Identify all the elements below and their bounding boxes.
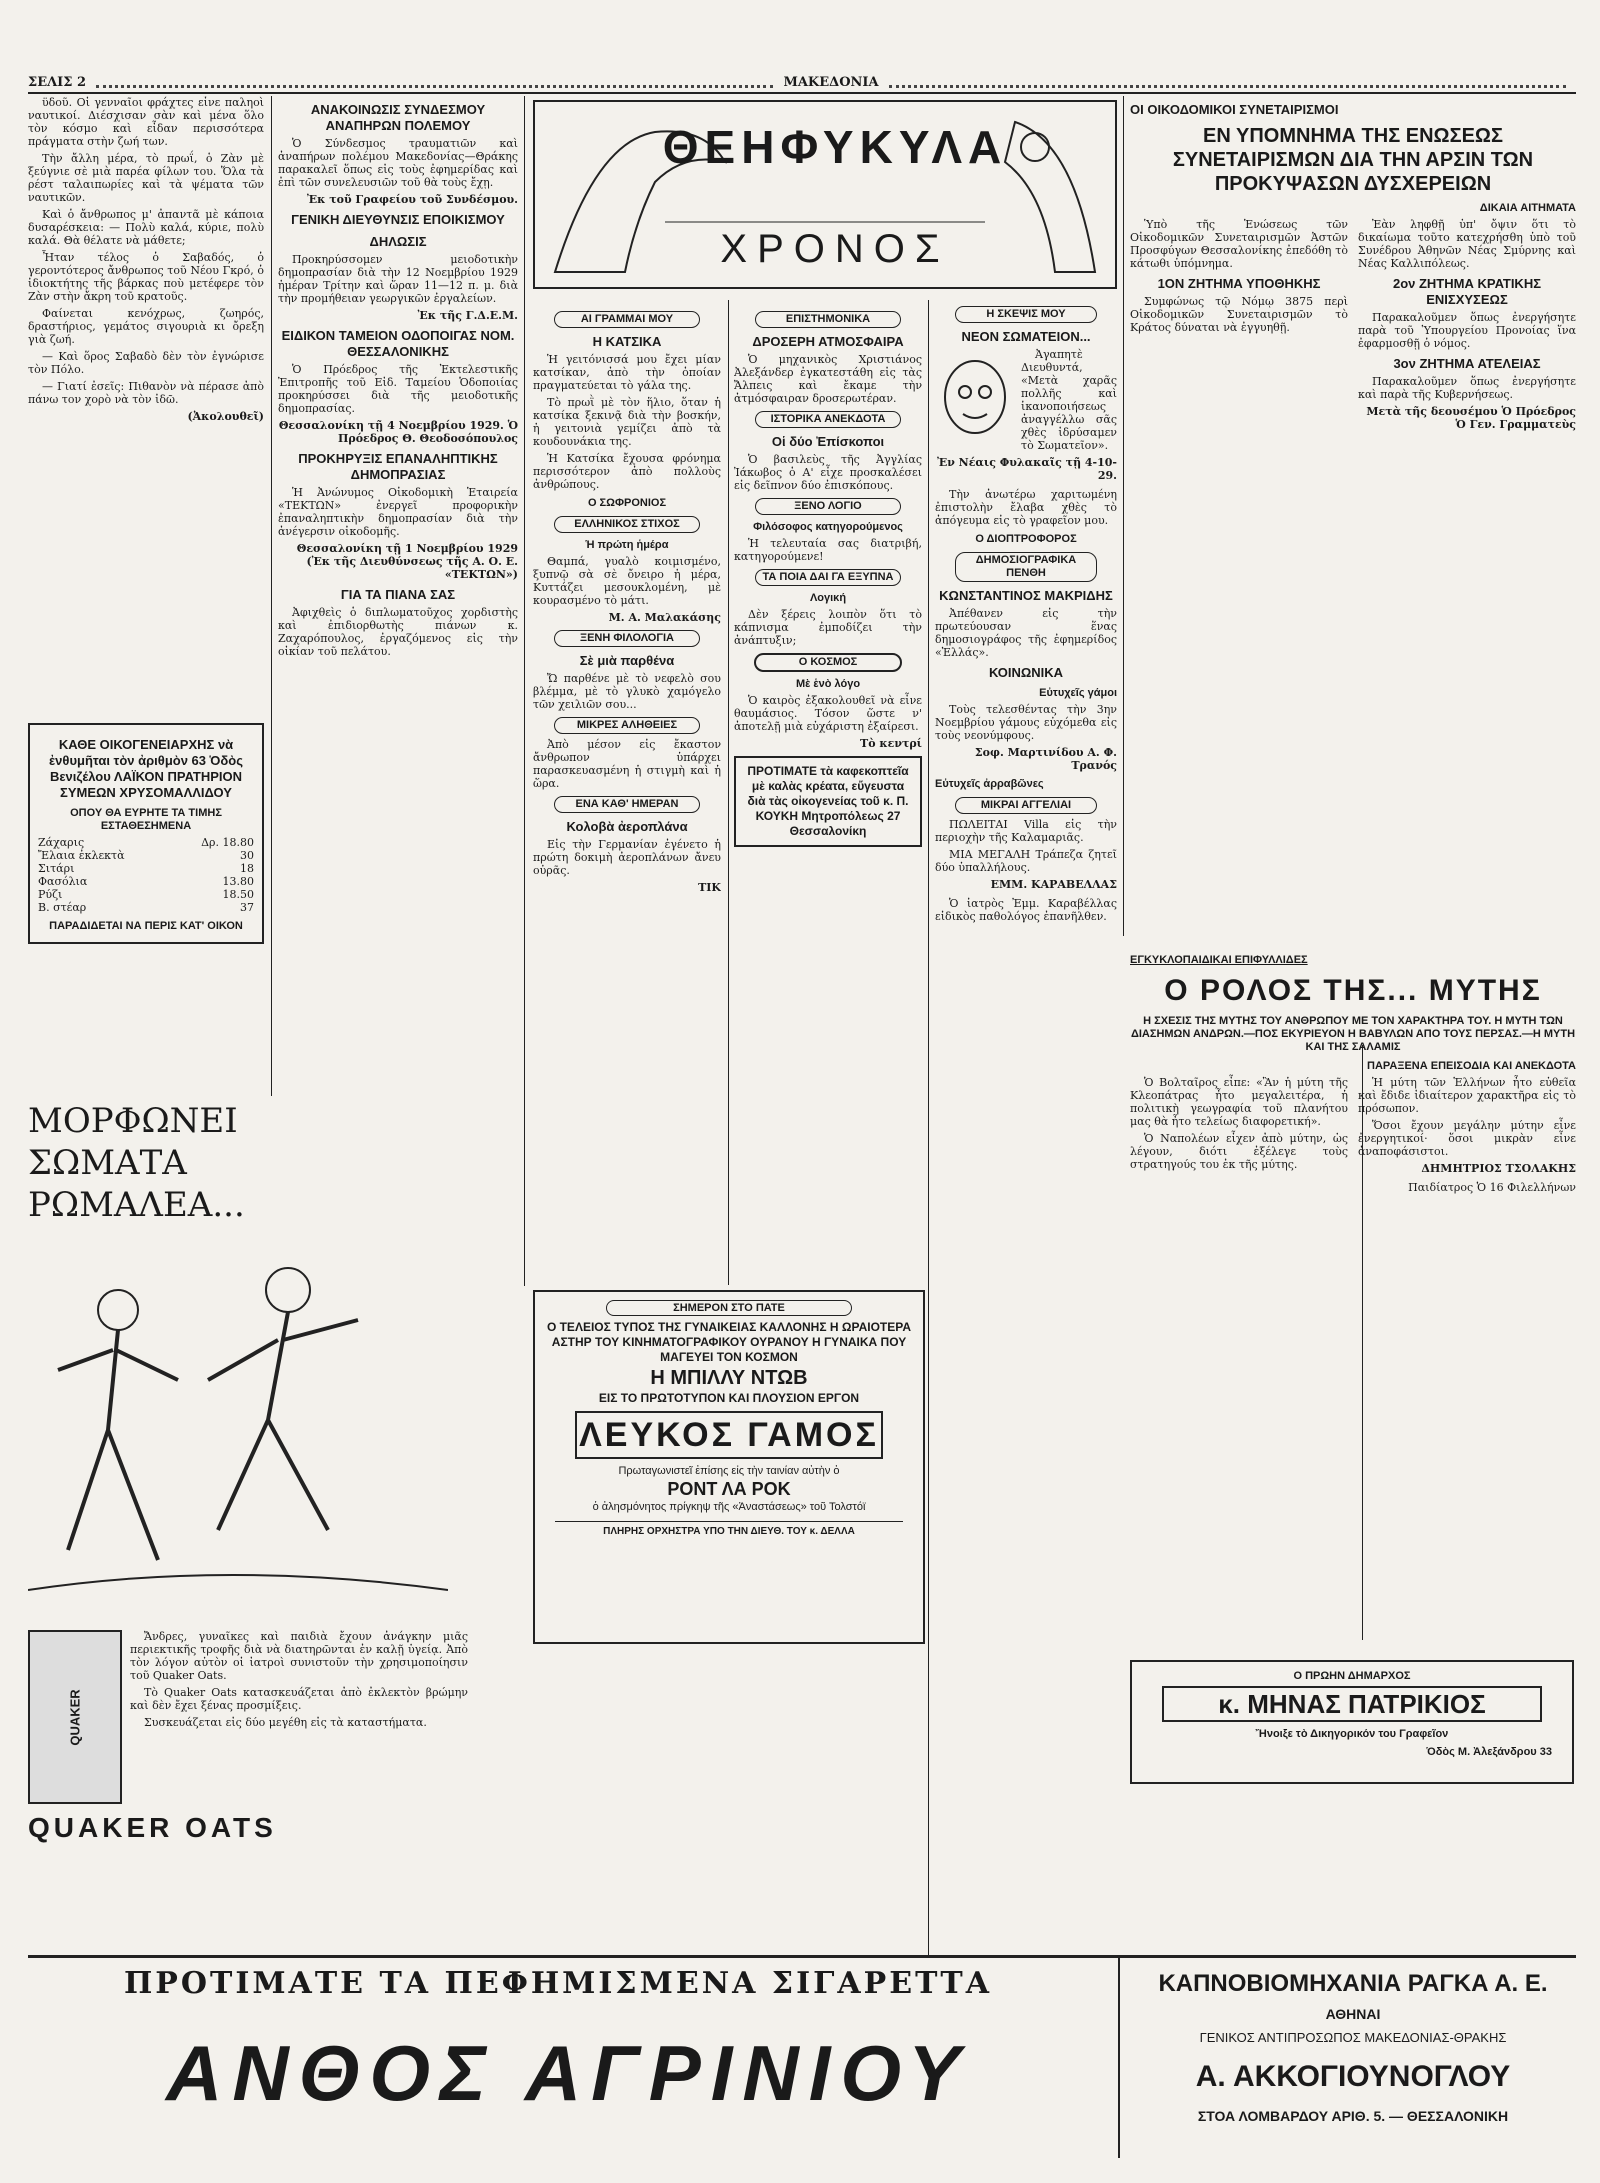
article-paragraph: Παρακαλοῦμεν ὅπως ἐνεργήσητε παρὰ τοῦ Ὑπουργείου Προνοίας ἵνα ἐφαρμοσθῇ ὁ νόμος. — [1358, 311, 1576, 350]
quaker-ad — [28, 1100, 468, 1940]
column-3 — [533, 305, 721, 1280]
column-6 — [1130, 96, 1576, 946]
headline: Κολοβὰ ἀεροπλάνα — [566, 819, 688, 834]
article-paragraph: Καὶ ὁ ἄνθρωπος μ' ἀπαντᾶ μὲ κάποια δυσαρέσκεια: — Πολὺ καλά, κύριε, πολὺ καλά. Θὰ θέλατε νὰ μάθετε; — [28, 208, 264, 247]
headline: ΚΩΝΣΤΑΝΤΙΝΟΣ ΜΑΚΡΙΔΗΣ — [939, 588, 1113, 603]
article-paragraph: Ἦταν τέλος ὁ Σαβαδός, ὁ γεροντότερος ἄνθρωπος τοῦ Νέου Γκρό, ὁ ἰδιοκτήτης τῆς βάρκας ποὺ μετέφερε τὸν Ζὰν στὴν ἄκρη τοῦ κρατοῦς. — [28, 251, 264, 303]
column-rule — [1123, 96, 1124, 936]
column-1 — [28, 96, 264, 1056]
cinema-ad-line: Πρωταγωνιστεῖ ἐπίσης εἰς τὴν ταινίαν αὐτὴν ὁ — [618, 1465, 840, 1477]
section-label: ΕΠΙΣΤΗΜΟΝΙΚΑ — [755, 311, 901, 328]
article-column-right — [1358, 218, 1576, 437]
grocery-ad — [28, 723, 264, 944]
subheadline: ΔΙΚΑΙΑ ΑΙΤΗΜΑΤΑ — [1479, 202, 1576, 214]
headline: Μὲ ἑνὸ λόγο — [795, 678, 861, 690]
cigarette-address: ΣΤΟΑ ΛΟΜΒΑΡΔΟΥ ΑΡΙΘ. 5. — ΘΕΣΣΑΛΟΝΙΚΗ — [1197, 2108, 1509, 2124]
headline: ΚΟΙΝΩΝΙΚΑ — [988, 665, 1064, 680]
continued-note: (Ἀκολουθεῖ) — [187, 410, 264, 423]
coffee-ad-text: ΠΡΟΤΙΜΑΤΕ τὰ καφεκοπτεῖα μὲ καλὰς κρέατα, εὔγευστα διὰ τὰς οἰκογενείας τοῦ κ. Π. ΚΟΥΚΗ Μητροπόλεως 27 Θεσσαλονίκη — [747, 764, 909, 838]
article-paragraph: Ἡ μύτη τῶν Ἑλλήνων ἦτο εὐθεῖα καὶ ἔδιδε ἰδιαίτερον χαρακτῆρα εἰς τὸ πρόσωπον. — [1358, 1076, 1576, 1115]
grocery-ad-footer: ΠΑΡΑΔΙΔΕΤΑΙ ΝΑ ΠΕΡΙΣ ΚΑΤ' ΟΙΚΟΝ — [49, 920, 243, 932]
article-paragraph: Ὁ Πρόεδρος τῆς Ἐκτελεστικῆς Ἐπιτροπῆς τοῦ Εἰδ. Ταμείου Ὁδοποιίας προκηρύσσει διὰ τῆς μειοδοτικῆς δημοπρασίας. — [278, 363, 518, 415]
signature: Μετὰ τῆς δεουσέμου Ὁ Πρόεδρος Ὁ Γεν. Γραμματεὺς — [1366, 405, 1576, 431]
ad-paragraph: Τὸ Quaker Oats κατασκευάζεται ἀπὸ ἐκλεκτὸν βρώμην καὶ δὲν ἔχει ξένας προσμίξεις. — [130, 1686, 468, 1712]
signature: Ἐκ τοῦ Γραφείου τοῦ Συνδέσμου. — [307, 193, 518, 206]
cinema-ad-line: Ο ΤΕΛΕΙΟΣ ΤΥΠΟΣ ΤΗΣ ΓΥΝΑΙΚΕΙΑΣ ΚΑΛΛΟΝΗΣ Η ΩΡΑΙΟΤΕΡΑ ΑΣΤΗΡ ΤΟΥ ΚΙΝΗΜΑΤΟΓΡΑΦΙΚΟΥ ΟΥΡΑΝΟΥ Η ΓΥΝΑΙΚΑ ΠΟΥ ΜΑΓΕΥΕΙ ΤΟΝ ΚΟΣΜΟΝ — [546, 1320, 912, 1364]
article-paragraph: Εἰς τὴν Γερμανίαν ἐγένετο ἡ πρώτη δοκιμὴ ἀεροπλάνων ἄνευ οὐρᾶς. — [533, 838, 721, 877]
quaker-ad-text — [130, 1630, 468, 1804]
grocery-ad-note: ΟΠΟΥ ΘΑ ΕΥΡΗΤΕ ΤΑ ΤΙΜΗΣ ΕΣΤΑΘΕΣΗΜΕΝΑ — [70, 807, 222, 832]
feature-masthead — [533, 100, 1117, 289]
oats-can-illustration — [28, 1630, 122, 1804]
article-paragraph: Ἀπὸ μέσον εἰς ἔκαστον ἄνθρωπον ὑπάρχει παρασκευασμένη ἡ στιγμὴ καὶ ἡ ὥρα. — [533, 738, 721, 790]
cinema-ad-label: ΣΗΜΕΡΟΝ ΣΤΟ ΠΑΤΕ — [606, 1300, 853, 1316]
film-title: ΛΕΥΚΟΣ ΓΑΜΟΣ — [575, 1411, 883, 1459]
article-paragraph: Ὁ βασιλεὺς τῆς Ἀγγλίας Ἰάκωβος ὁ Α' εἶχε προσκαλέσει εἰς δεῖπνον δύο ἐπισκόπους. — [734, 453, 922, 492]
article-paragraph: Προκηρύσσομεν μειοδοτικὴν δημοπρασίαν διὰ τὴν 12 Νοεμβρίου 1929 ἡμέραν Τρίτην καὶ ὥραν 11—12 π. μ. διὰ τὴν προμήθειαν γεωργικῶν ἐργαλείων. — [278, 253, 518, 305]
signature-title: Παιδίατρος Ὁ 16 Φιλελλήνων — [1408, 1181, 1576, 1194]
headline: ΔΗΛΩΣΙΣ — [369, 234, 427, 249]
section-label: ΤΑ ΠΟΙΑ ΔΑΙ ΓΑ ΕΞΥΠΝΑ — [755, 569, 901, 586]
lawyer-ad-label: Ο ΠΡΩΗΝ ΔΗΜΑΡΧΟΣ — [1293, 1670, 1411, 1682]
subheadline: ΠΑΡΑΞΕΝΑ ΕΠΕΙΣΟΔΙΑ ΚΑΙ ΑΝΕΚΔΟΤΑ — [1367, 1060, 1576, 1072]
column-rule — [728, 300, 729, 1285]
article-paragraph: Ἡ γειτόνισσά μου ἔχει μίαν κατσίκαν, ἀπὸ τὴν ὁποίαν πραγματεύεται τὸ γάλα της. — [533, 353, 721, 392]
cigarette-company: ΚΑΠΝΟΒΙΟΜΗΧΑΝΙΑ ΡΑΓΚΑ Α. Ε. — [1158, 1970, 1548, 1997]
section-label: ΞΕΝΟ ΛΟΓΙΟ — [755, 498, 901, 515]
signature: Τὸ κεντρί — [860, 737, 922, 750]
signature: ΤΙΚ — [698, 881, 721, 894]
main-headline: ΕΝ ΥΠΟΜΝΗΜΑ ΤΗΣ ΕΝΩΣΕΩΣ ΣΥΝΕΤΑΙΡΙΣΜΩΝ ΔΙΑ ΤΗΝ ΑΡΣΙΝ ΤΩΝ ΠΡΟΚΥΨΑΣΩΝ ΔΥΣΧΕΡΕΙΩΝ — [1172, 125, 1534, 195]
article-paragraph: Ὁ καιρὸς ἐξακολουθεῖ νὰ εἶνε θαυμάσιος. Τόσον ὥστε ν' ἀποτελῇ μιὰ εὐχάριστη ἐξαίρεσι. — [734, 694, 922, 733]
section-label: ΔΗΜΟΣΙΟΓΡΑΦΙΚΑ ΠΕΝΘΗ — [955, 552, 1096, 582]
headline: ΠΡΟΚΗΡΥΞΙΣ ΕΠΑΝΑΛΗΠΤΙΚΗΣ ΔΗΜΟΠΡΑΣΙΑΣ — [298, 451, 498, 482]
quaker-ad-body — [28, 1630, 468, 1804]
article-paragraph: Ἀπέθανεν εἰς τὴν πρωτεύουσαν ἕνας δημοσιογράφος τῆς ἐφημερίδος «Ἑλλάς». — [935, 607, 1117, 659]
signature: Ο ΔΙΟΠΤΡΟΦΟΡΟΣ — [975, 533, 1077, 545]
article-paragraph: Ἡ Ἀνώνυμος Οἰκοδομικὴ Ἑταιρεία «ΤΕΚΤΩΝ» ἐνεργεῖ προφορικὴν ἐπαναληπτικὴν δημοπρασίαν διὰ τὴν ἀνέγερσιν οἰκοδομῆς. — [278, 486, 518, 538]
myth-subtitle: Η ΣΧΕΣΙΣ ΤΗΣ ΜΥΤΗΣ ΤΟΥ ΑΝΘΡΩΠΟΥ ΜΕ ΤΟΝ ΧΑΡΑΚΤΗΡΑ ΤΟΥ. Η ΜΥΤΗ ΤΩΝ ΔΙΑΣΗΜΩΝ ΑΝΔΡΩΝ.—ΠΟΣ ΕΚΥΡΙΕΥΟΝ Η ΒΑΒΥΛΩΝ ΑΠΟ ΤΟΥΣ ΠΕΡΣΑΣ.—Η ΜΥΤΗ ΚΑΙ ΤΗΣ ΣΑΛΑΜΙΣ — [1130, 1015, 1576, 1053]
column-5 — [935, 300, 1117, 1950]
page-header — [28, 72, 1576, 94]
signature: Σοφ. Μαρτινίδου Α. Φ. Τρανός — [974, 746, 1117, 772]
headline: ΟΙ ΟΙΚΟΔΟΜΙΚΟΙ ΣΥΝΕΤΑΙΡΙΣΜΟΙ — [1130, 102, 1339, 117]
price-row: Φασόλια 13.80 — [38, 875, 254, 888]
classified-ad: ΠΩΛΕΙΤΑΙ Villa εἰς τὴν περιοχὴν τῆς Καλαμαριᾶς. — [935, 818, 1117, 844]
cigarette-brand: ΑΝΘΟΣ ΑΓΡΙΝΙΟΥ — [166, 2029, 970, 2117]
article-paragraph: Φαίνεται κενόχρως, ζωηρός, δραστήριος, γεμάτος σιγουριὰ κι ὄρεξη γιὰ ζωή. — [28, 307, 264, 346]
page-label: ΣΕΛΙΣ 2 — [28, 74, 87, 90]
section-label: ΜΙΚΡΑΙ ΑΓΓΕΛΙΑΙ — [955, 797, 1096, 814]
quaker-ad-title: ΜΟΡΦΩΝΕΙ ΣΩΜΑΤΑ ΡΩΜΑΛΕΑ... — [28, 1101, 245, 1225]
cigarette-ad-tagline: ΠΡΟΤΙΜΑΤΕ ΤΑ ΠΕΦΗΜΙΣΜΕΝΑ ΣΙΓΑΡΕΤΤΑ — [123, 1966, 993, 2001]
price-row: Ζάχαρις Δρ. 18.80 — [38, 836, 254, 849]
signature: Μ. Α. Μαλακάσης — [608, 611, 721, 624]
article-paragraph: — Καὶ ὅρος Σαβαδὸ δὲν τὸν ἐγνώρισε τὸν Πόλο. — [28, 350, 264, 376]
column-rule — [928, 300, 929, 1955]
cinema-actor: ΡΟΝΤ ΛΑ ΡΟΚ — [667, 1479, 791, 1499]
grocery-ad-title: ΚΑΘΕ ΟΙΚΟΓΕΝΕΙΑΡΧΗΣ νὰ ἐνθυμῆται τὸν ἀριθμὸν 63 Ὁδὸς Βενιζέλου ΛΑΪΚΟΝ ΠΡΑΤΗΡΙΟΝ ΣΥΜΕΩΝ ΧΡΥΣΟΜΑΛΛΙΔΟΥ — [49, 737, 243, 800]
price-row: Ἔλαια ἐκλεκτὰ 30 — [38, 849, 254, 862]
article-paragraph: Τοὺς τελεσθέντας τὴν 3ην Νοεμβρίου γάμους εὐχόμεθα εἰς τοὺς νεονύμφους. — [935, 703, 1117, 742]
article-paragraph: Ἀγαπητὲ Διευθυντά, «Μετὰ χαρᾶς πολλῆς καὶ ἱκανοποιήσεως ἀναγγέλλω σᾶς χθὲς ἱδρύσαμεν τὸ Σωματεῖον». — [1021, 348, 1117, 452]
section-label: ΜΙΚΡΕΣ ΑΛΗΘΕΙΕΣ — [554, 717, 700, 734]
headline: ΕΙΔΙΚΟΝ ΤΑΜΕΙΟΝ ΟΔΟΠΟΙΓΑΣ ΝΟΜ. ΘΕΣΣΑΛΟΝΙΚΗΣ — [281, 328, 515, 359]
headline: Φιλόσοφος κατηγορούμενος — [753, 521, 903, 533]
header-rule — [96, 77, 773, 88]
signature: Ἐν Νέαις Φυλακαῖς τῇ 4-10-29. — [937, 456, 1117, 482]
subheadline: Εὐτυχεῖς γάμοι — [1039, 687, 1117, 699]
masthead-title: ΘΕΗΦΥΚΥΛΑ — [662, 121, 1008, 173]
article-paragraph: ϋδοῦ. Οἱ γενναῖοι φράχτες εἶνε παληοὶ ναυτικοί. Διέσχισαν σὰν καὶ μένα ὅλο τὸν κόσμο καὶ εἶδαν περισσότερα πράγματα στὴν ζωή των. — [28, 96, 264, 148]
myth-columns — [1130, 1076, 1576, 1200]
price-row: Σιτάρι 18 — [38, 862, 254, 875]
signature: ΕΜΜ. ΚΑΡΑΒΕΛΛΑΣ — [990, 878, 1117, 891]
headline: 1ΟΝ ΖΗΤΗΜΑ ΥΠΟΘΗΚΗΣ — [1157, 276, 1321, 291]
column-rule — [524, 96, 525, 1286]
cigarette-agent: Α. ΑΚΚΟΓΙΟΥΝΟΓΛΟΥ — [1195, 2060, 1511, 2093]
article-paragraph: Ἐὰν ληφθῇ ὑπ' ὄψιν ὅτι τὸ δικαίωμα τοῦτο κατεχρήσθη ὑπὸ τοῦ Συνέδρου Ἀθηνῶν Νέας Σμύρνης καὶ Νέας Καλλιπόλεως. — [1358, 218, 1576, 270]
masthead-subtitle: ΧΡΟΝΟΣ — [720, 227, 950, 271]
athletes-illustration — [28, 1230, 448, 1630]
section-label: ΑΙ ΓΡΑΜΜΑΙ ΜΟΥ — [554, 311, 700, 328]
signature: Θεσσαλονίκη τῇ 4 Νοεμβρίου 1929. Ὁ Πρόεδρος Θ. Θεοδοσόπουλος — [278, 419, 518, 445]
section-label: ΞΕΝΗ ΦΙΛΟΛΟΓΙΑ — [554, 630, 700, 647]
poem: Θαμπά, γυαλὸ κοιμισμένο, ξυπνῷ σὰ σὲ ὄνειρο ἡ μέρα, Κυττάζει μεσουκλομένη, μὲ κουρασμένο τὸ μάτι. — [533, 555, 721, 607]
article-paragraph: Ὅσοι ἔχουν μεγάλην μύτην εἶνε ἐνεργητικοί· ὅσοι μικρὰν εἶνε ἀναποφάσιστοι. — [1358, 1119, 1576, 1158]
article-paragraph: Ὁ Ναπολέων εἶχεν ἀπὸ μύτην, ὡς λέγουν, διότι ἐξέλεγε τοὺς στρατηγούς του ἐκ τῆς μύτης. — [1130, 1132, 1348, 1171]
cinema-ad-line: ὁ ἀλησμόνητος πρίγκηψ τῆς «Ἀναστάσεως» τοῦ Τολστόϊ — [592, 1501, 866, 1513]
section-label: ΙΣΤΟΡΙΚΑ ΑΝΕΚΔΟΤΑ — [755, 411, 901, 428]
lawyer-address: Ὁδὸς Μ. Ἀλεξάνδρου 33 — [1426, 1746, 1552, 1758]
signature: ΔΗΜΗΤΡΙΟΣ ΤΣΟΛΑΚΗΣ — [1421, 1162, 1576, 1175]
section-label: Ο ΚΟΣΜΟΣ — [754, 653, 902, 672]
price-row: Β. στέαρ 37 — [38, 901, 254, 914]
signature: Θεσσαλονίκη τῇ 1 Νοεμβρίου 1929 (Ἐκ τῆς Διευθύνσεως τῆς Α. Ο. Ε. «ΤΕΚΤΩΝ») — [296, 542, 518, 581]
ad-paragraph: Ἄνδρες, γυναῖκες καὶ παιδιὰ ἔχουν ἀνάγκην μιᾶς περιεκτικῆς τροφῆς διὰ νὰ διατηρῶνται ἐν καλῇ ὑγείᾳ. Ἀπὸ τὸν λόγον αὐτὸν οἱ ἰατροὶ συνιστοῦν τὴν χρησιμοποίησιν τοῦ Quaker Oats. — [130, 1630, 468, 1682]
newspaper-page — [28, 0, 1576, 2183]
article-paragraph: Ἀφιχθεὶς ὁ διπλωματοῦχος χορδιστὴς καὶ ἐπιδιορθωτὴς πιάνων κ. Ζαχαρόπουλος, ἐργαζόμενος εἰς τὴν οἰκίαν τοῦ πελάτου. — [278, 606, 518, 658]
article-paragraph: Τὴν ἀνωτέρω χαριτωμένη ἐπιστολὴν ἔλαβα χθὲς τὸ ἀπόγευμα εἰς τὸ γραφεῖον μου. — [935, 488, 1117, 527]
article-paragraph: Ἡ τελευταία σας διατριβή, κατηγορούμενε! — [734, 537, 922, 563]
article-paragraph: Συμφώνως τῷ Νόμῳ 3875 περὶ Οἰκοδομικῶν Συνεταιρισμῶν τὸ Κράτος δύναται νὰ ἐγγυηθῇ. — [1130, 295, 1348, 334]
article-paragraph: Τὴν ἄλλη μέρα, τὸ πρωΐ, ὁ Ζὰν μὲ ξεύγνιε σὲ μιὰ παρέα φίλων του. Ὅλα τὰ ρέστ ταλαιπωρίες καὶ τὰ ψέματα τῶν ναυτικῶν. — [28, 152, 264, 204]
signature: Ο ΣΩΦΡΟΝΙΟΣ — [587, 497, 667, 509]
headline: 3ον ΖΗΤΗΜΑ ΑΤΕΛΕΙΑΣ — [1393, 356, 1541, 371]
headline: ΓΙΑ ΤΑ ΠΙΑΝΑ ΣΑΣ — [340, 587, 456, 602]
article-paragraph: — Γιατί ἐσεῖς: Πιθανὸν νὰ πέρασε ἀπὸ πάνω τον χορὸ νὰ τὸν ἰδῶ. — [28, 380, 264, 406]
cigarette-ad — [28, 1955, 1576, 2158]
ad-paragraph: Συσκευάζεται εἰς δύο μεγέθη εἰς τὰ καταστήματα. — [144, 1716, 427, 1729]
caricature-illustration — [935, 352, 1015, 442]
lawyer-ad-note: Ἤνοιξε τὸ Δικηγορικόν του Γραφεῖον — [1255, 1728, 1449, 1740]
myth-column-left — [1130, 1076, 1348, 1200]
column-2 — [278, 96, 518, 1086]
article-paragraph: Ὤ παρθένε μὲ τὸ νεφελὸ σου βλέμμα, μὲ τὸ γλυκὸ χαμόγελο τῶν χειλιῶν σου... — [533, 672, 721, 711]
headline: Λογική — [809, 592, 847, 604]
column-4 — [734, 305, 922, 1280]
quaker-brand: QUAKER OATS — [28, 1812, 277, 1843]
headline: Οἱ δύο Ἐπίσκοποι — [771, 434, 885, 449]
article-paragraph: Ὁ Σύνδεσμος τραυματιῶν καὶ ἀναπήρων πολέμου Μακεδονίας—Θράκης παρακαλεῖ ὅπως εἰς τοὺς ἐφημερίδας καὶ ἐπὶ τῶν συνελευσιῶν τοῦ θὰ τοὺς ἔχῃ. — [278, 137, 518, 189]
cinema-ad-footer: ΠΛΗΡΗΣ ΟΡΧΗΣΤΡΑ ΥΠΟ ΤΗΝ ΔΙΕΥΘ. ΤΟΥ κ. ΔΕΛΛΑ — [555, 1521, 903, 1537]
cinema-ad — [533, 1290, 925, 1644]
cigarette-agent-title: ΓΕΝΙΚΟΣ ΑΝΤΙΠΡΟΣΩΠΟΣ ΜΑΚΕΔΟΝΙΑΣ-ΘΡΑΚΗΣ — [1199, 2030, 1507, 2045]
classified-ad: ΜΙΑ ΜΕΓΑΛΗ Τράπεζα ζητεῖ δύο ὑπαλλήλους. — [935, 848, 1117, 874]
article-paragraph: Ὁ μηχανικὸς Χριστιάνος Ἀλεξάνδερ ἐγκατεστάθη εἰς τὰς Ἄλπεις καὶ ἔκαμε τὴν ἀτμόσφαιραν δροσερωτέραν. — [734, 353, 922, 405]
lawyer-ad — [1130, 1660, 1574, 1784]
coffee-ad — [734, 756, 922, 847]
section-label: Η ΣΚΕΨΙΣ ΜΟΥ — [955, 306, 1096, 323]
section-label: ΕΛΛΗΝΙΚΟΣ ΣΤΙΧΟΣ — [554, 516, 700, 533]
ad-divider — [1118, 1958, 1120, 2158]
article-paragraph: Δὲν ξέρεις λοιπὸν ὅτι τὸ κάπνισμα ἐμποδίζει τὴν ἀνάπτυξιν; — [734, 608, 922, 647]
lawyer-name: κ. ΜΗΝΑΣ ΠΑΤΡΙΚΙΟΣ — [1162, 1686, 1542, 1722]
article-column-left — [1130, 218, 1348, 437]
headline: ΓΕΝΙΚΗ ΔΙΕΥΘΥΝΣΙΣ ΕΠΟΙΚΙΣΜΟΥ — [291, 212, 505, 227]
section-label: ΕΝΑ ΚΑΘ' ΗΜΕΡΑΝ — [554, 796, 700, 813]
myth-column-right — [1358, 1076, 1576, 1200]
myth-article — [1130, 948, 1576, 1638]
signature: Ἐκ τῆς Γ.Δ.Ε.Μ. — [417, 309, 518, 322]
article-paragraph: Τὸ πρωῒ μὲ τὸν ἥλιο, ὅταν ἡ κατσίκα ξεκινᾷ διὰ τὴν βοσκήν, ἡ γειτονιὰ γεμίζει ἀπὸ τὰ κουδουνάκια της. — [533, 396, 721, 448]
price-row: Ρύζι 18.50 — [38, 888, 254, 901]
cigarette-city: ΑΘΗΝΑΙ — [1325, 2006, 1381, 2022]
oats-can-label: QUAKER — [67, 1688, 83, 1746]
article-columns — [1130, 218, 1576, 437]
headline: 2ον ΖΗΤΗΜΑ ΚΡΑΤΙΚΗΣ ΕΝΙΣΧΥΣΕΩΣ — [1392, 276, 1542, 307]
headline: ΝΕΟΝ ΣΩΜΑΤΕΙΟΝ... — [961, 329, 1091, 344]
poem-title: Ἡ πρώτη ἡμέρα — [585, 539, 669, 551]
headline: ΔΡΟΣΕΡΗ ΑΤΜΟΣΦΑΙΡΑ — [752, 334, 904, 349]
myth-title: Ο ΡΟΛΟΣ ΤΗΣ... ΜΥΤΗΣ — [1164, 974, 1542, 1007]
headline: Σὲ μιὰ παρθένα — [579, 653, 675, 668]
column-rule — [271, 96, 272, 1096]
article-paragraph: Ἡ Κατσίκα ἔχουσα φρόνημα περισσότερον ἀπὸ πολλοὺς ἀνθρώπους. — [533, 452, 721, 491]
article-paragraph: Παρακαλοῦμεν ὅπως ἐνεργήσητε καὶ παρὰ τῆς Κυβερνήσεως. — [1358, 375, 1576, 401]
paper-name: ΜΑΚΕΔΟΝΙΑ — [783, 74, 879, 90]
header-rule-right — [889, 77, 1566, 88]
article-paragraph: Ὁ Βολταῖρος εἶπε: «Ἂν ἡ μύτη τῆς Κλεοπάτρας ἦτο μεγαλειτέρα, ἡ πολιτικὴ γεωγραφία τοῦ πλανήτου μας θὰ ἦτο τελείως διαφορετική». — [1130, 1076, 1348, 1128]
classified-ad: Ὁ ἰατρὸς Ἐμμ. Καραβέλλας εἰδικὸς παθολόγος ἐπανῆλθεν. — [935, 897, 1117, 923]
headline: ΑΝΑΚΟΙΝΩΣΙΣ ΣΥΝΔΕΣΜΟΥ ΑΝΑΠΗΡΩΝ ΠΟΛΕΜΟΥ — [310, 102, 486, 133]
subheadline: Εὐτυχεῖς ἀρραβῶνες — [935, 778, 1044, 790]
headline: Η ΚΑΤΣΙΚΑ — [592, 334, 662, 349]
cinema-ad-line: ΕΙΣ ΤΟ ΠΡΩΤΟΤΥΠΟΝ ΚΑΙ ΠΛΟΥΣΙΟΝ ΕΡΓΟΝ — [598, 1391, 860, 1405]
section-label: ΕΓΚΥΚΛΟΠΑΙΔΙΚΑΙ ΕΠΙΦΥΛΛΙΔΕΣ — [1130, 954, 1308, 966]
article-paragraph: Ὑπὸ τῆς Ἑνώσεως τῶν Οἰκοδομικῶν Συνεταιρισμῶν Ἀστῶν Προσφύγων Θεσσαλονίκης ἐπεδόθη τὸ κάτωθι ὑπόμνημα. — [1130, 218, 1348, 270]
cinema-star: Η ΜΠΙΛΛΥ ΝΤΩΒ — [650, 1367, 808, 1389]
